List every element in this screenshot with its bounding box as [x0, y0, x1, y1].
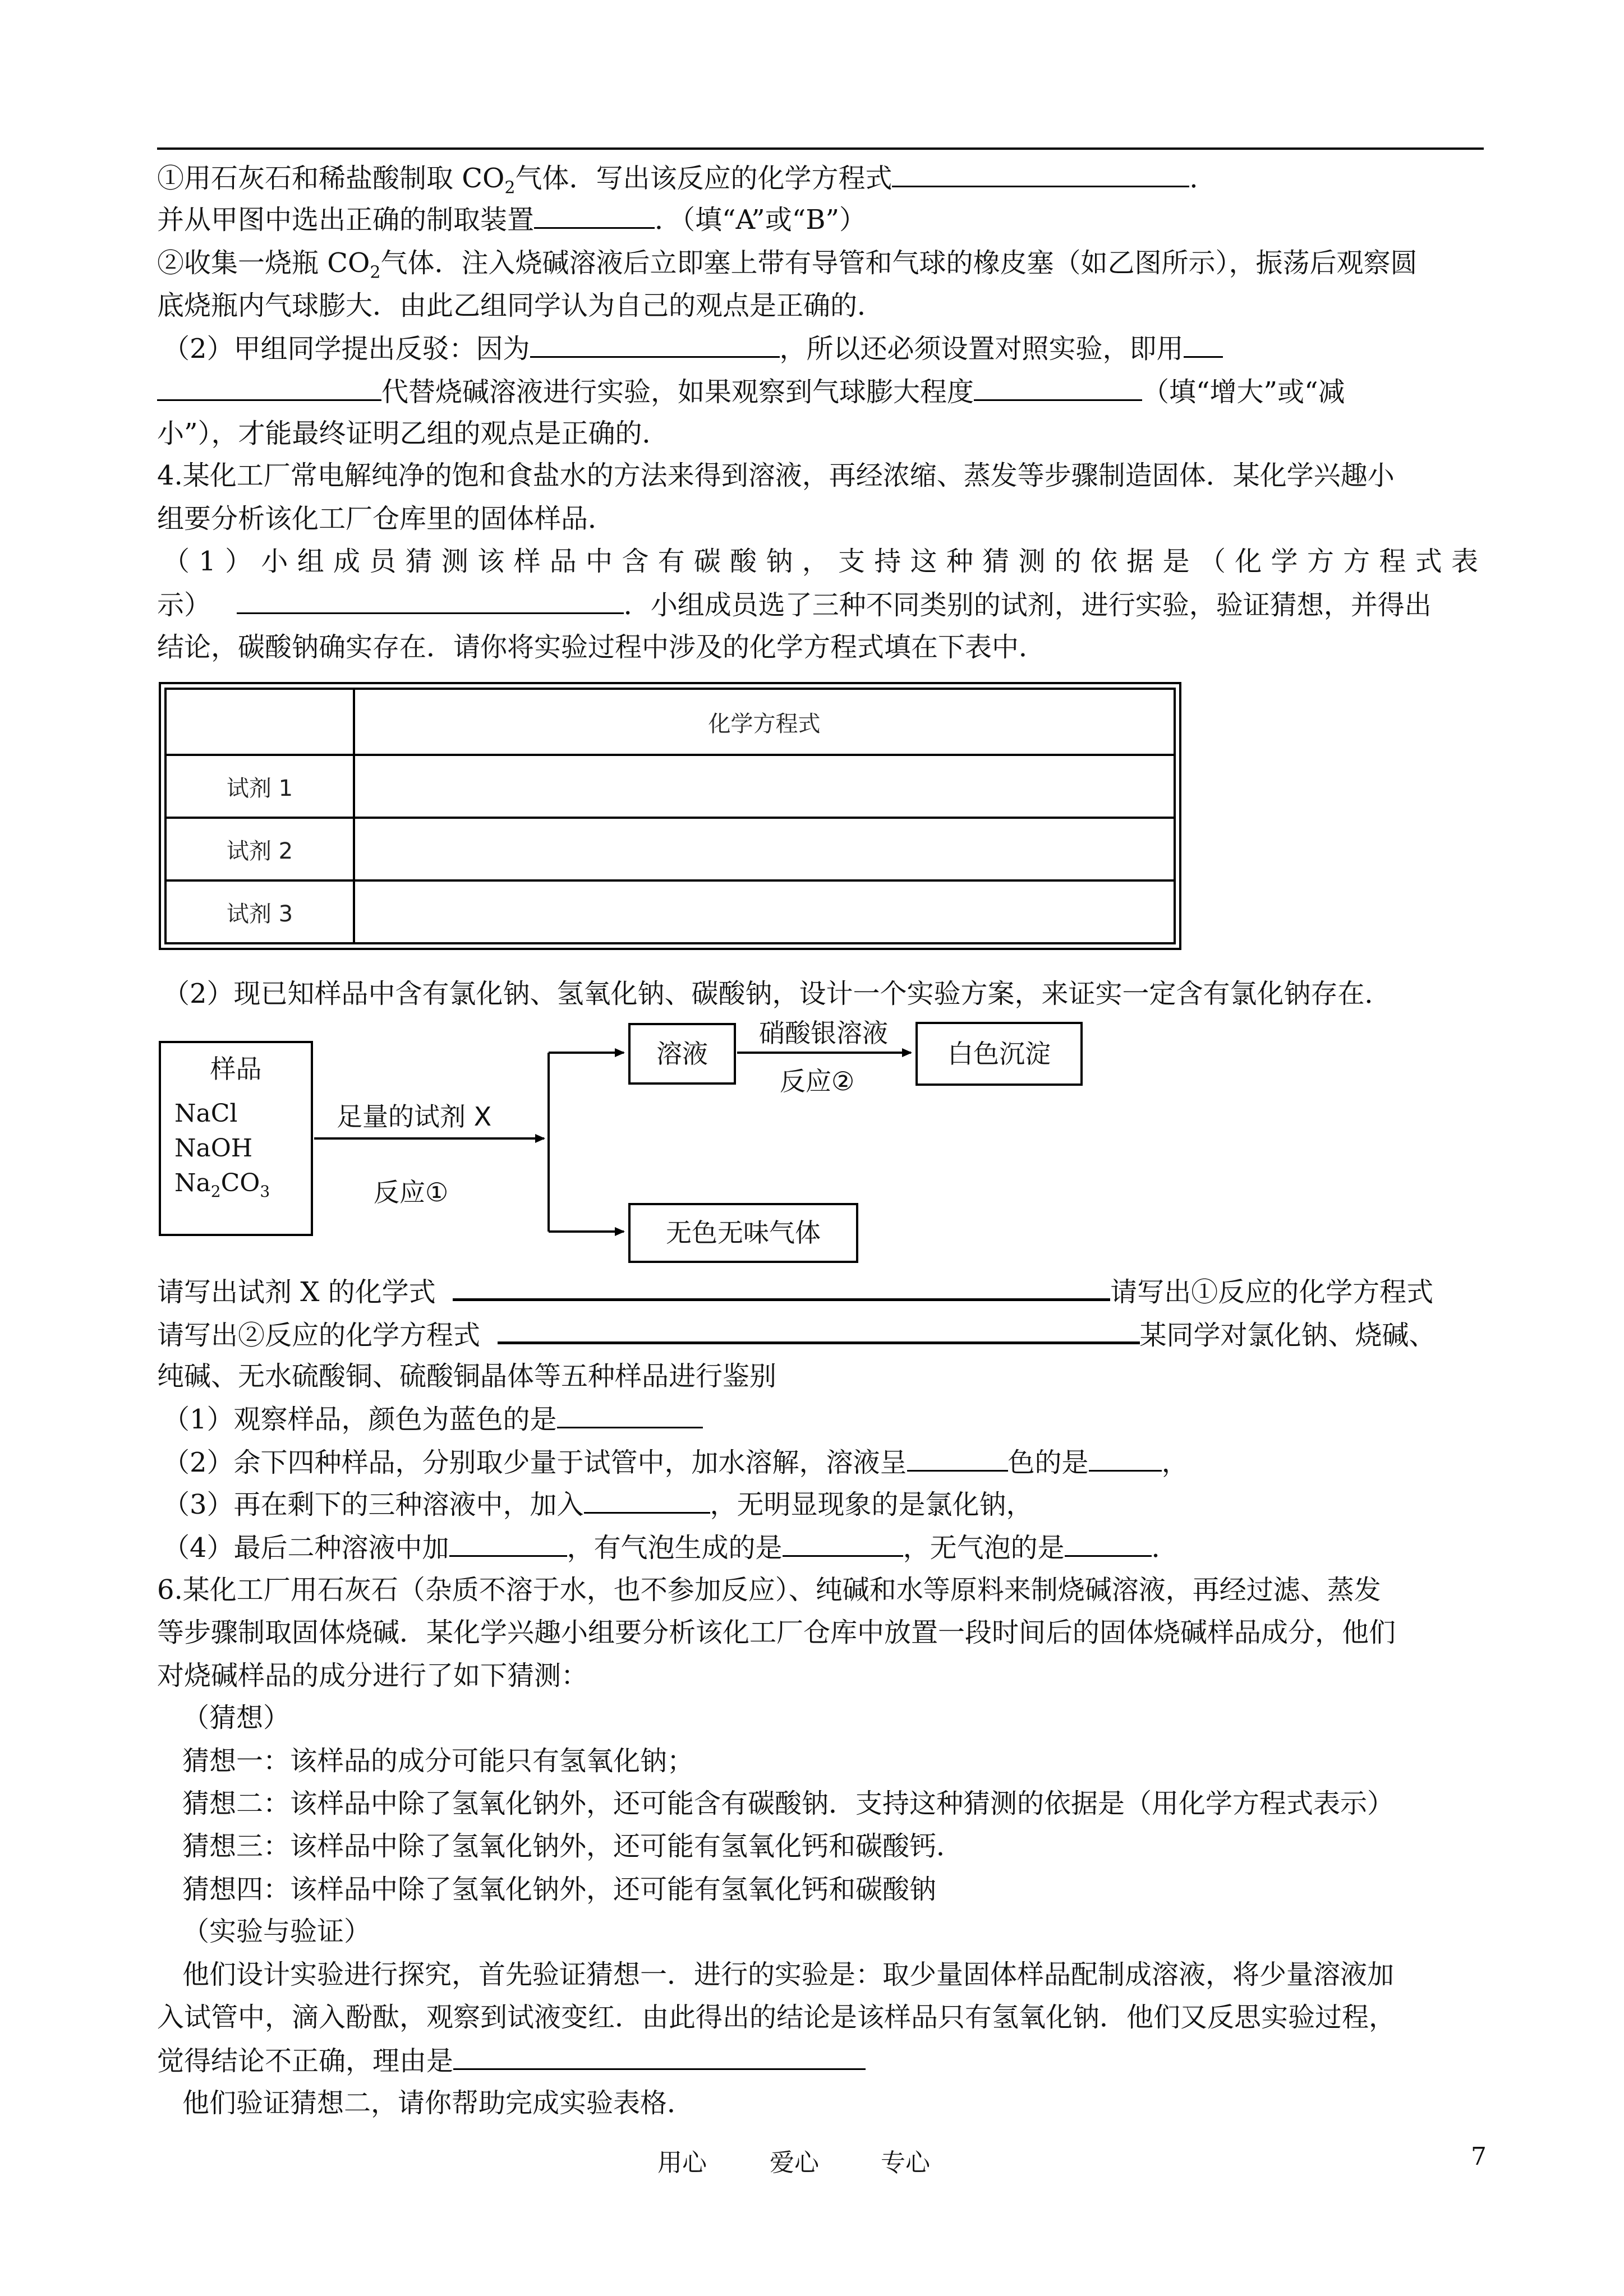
question-line: 纯碱、无水硫酸铜、硫酸铜晶体等五种样品进行鉴别	[157, 1361, 777, 1392]
question-line: 并从甲图中选出正确的制取装置 ．（填“A”或“B”）	[157, 198, 1481, 241]
question-line: 猜想二：该样品中除了氢氧化钠外，还可能含有碳酸钠．支持这种猜测的依据是（用化学方程式表示）	[182, 1788, 1395, 1819]
question-line: 组要分析该化工厂仓库里的固体样品．	[157, 503, 615, 534]
table-header: 化学方程式	[354, 689, 1175, 755]
question-line: 猜想四：该样品中除了氢氧化钠外，还可能有氢氧化钙和碳酸钠	[182, 1874, 937, 1905]
question-line: （2）甲组同学提出反驳：因为 ，所以还必须设置对照实验，即用	[163, 327, 1487, 370]
answer-blank[interactable]	[1089, 1441, 1162, 1472]
reaction2-label: 反应②	[780, 1066, 855, 1096]
footer-text: 爱心	[770, 2149, 819, 2177]
solution-box: 溶液	[628, 1023, 736, 1085]
answer-blank[interactable]	[907, 1441, 1008, 1472]
question-line: ②收集一烧瓶 $CO_2$气体．注入烧碱溶液后立即塞上带有导管和气球的橡皮塞（如乙图所示），振荡后观察圆	[157, 247, 1418, 283]
question-line: 等步骤制取固体烧碱．某化学兴趣小组要分析该化工厂仓库中放置一段时间后的固体烧碱样品成分，他们	[157, 1617, 1396, 1648]
answer-blank[interactable]	[1065, 1526, 1152, 1557]
sample-item: NaOH	[174, 1134, 253, 1163]
footer-text: 用心	[657, 2149, 707, 2177]
question-line: 4.某化工厂常电解纯净的饱和食盐水的方法来得到溶液，再经浓缩、蒸发等步骤制造固体．某化学兴趣小	[157, 460, 1395, 491]
question-line: （2）余下四种样品，分别取少量于试管中，加水溶解，溶液呈 色的是 ，	[163, 1441, 1487, 1484]
silver-nitrate-label: 硝酸银溶液	[759, 1018, 888, 1048]
question-line: 猜想三：该样品中除了氢氧化钠外，还可能有氢氧化钙和碳酸钙．	[182, 1831, 964, 1862]
question-line: （3）再在剩下的三种溶液中，加入 ，无明显现象的是氯化钠，	[163, 1483, 1487, 1526]
question-line: 小”），才能最终证明乙组的观点是正确的．	[157, 418, 669, 449]
question-line: 底烧瓶内气球膨大．由此乙组同学认为自己的观点是正确的．	[157, 290, 885, 321]
footer-text: 专心	[881, 2149, 930, 2177]
gas-box: 无色无味气体	[628, 1203, 858, 1263]
question-line: 对烧碱样品的成分进行了如下猜测：	[157, 1660, 588, 1691]
question-line: 猜想一：该样品的成分可能只有氢氧化钠；	[182, 1745, 694, 1777]
question-line: 请写出②反应的化学方程式 某同学对氯化钠、烧碱、	[157, 1312, 1481, 1357]
question-line: 6.某化工厂用石灰石（杂质不溶于水，也不参加反应）、纯碱和水等原料来制烧碱溶液，再经过滤、蒸发	[157, 1574, 1381, 1606]
table-row-label: 试剂 2	[165, 818, 354, 880]
answer-blank[interactable]	[498, 1312, 1140, 1344]
table-row-label: 试剂 1	[165, 755, 354, 818]
question-line: （2）现已知样品中含有氯化钠、氢氧化钠、碳酸钠，设计一个实验方案，来证实一定含有氯化钠存在．	[163, 978, 1392, 1009]
answer-blank[interactable]	[584, 1483, 710, 1514]
question-line: 代替烧碱溶液进行实验，如果观察到气球膨大程度 （填“增大”或“减	[157, 370, 1481, 413]
question-line: （4）最后二种溶液中加 ，有气泡生成的是 ，无气泡的是 ．	[163, 1526, 1487, 1569]
answer-blank[interactable]	[557, 1398, 703, 1428]
sample-item: NaCl	[174, 1099, 238, 1128]
question-line: 入试管中，滴入酚酞，观察到试液变红．由此得出的结论是该样品只有氢氧化钠．他们又反思实验过程，	[157, 2002, 1396, 2033]
precipitate-box: 白色沉淀	[915, 1022, 1083, 1086]
sample-item: $Na_2CO_3$	[174, 1169, 270, 1201]
question-line: 结论，碳酸钠确实存在．请你将实验过程中涉及的化学方程式填在下表中．	[157, 631, 1046, 663]
answer-blank[interactable]	[449, 1526, 567, 1557]
question-line: （实验与验证）	[182, 1916, 371, 1947]
question-line: （猜想）	[182, 1702, 291, 1733]
page-number: 7	[1471, 2142, 1487, 2171]
question-line: 觉得结论不正确，理由是	[157, 2039, 1481, 2082]
answer-blank[interactable]	[453, 1269, 1110, 1301]
answer-blank[interactable]	[783, 1526, 903, 1557]
reaction1-label: 反应①	[374, 1177, 449, 1207]
question-line: 他们设计实验进行探究，首先验证猜想一．进行的实验是：取少量固体样品配制成溶液，将少量溶液加	[182, 1959, 1395, 1990]
sample-title: 样品	[210, 1054, 262, 1084]
question-line: ①用石灰石和稀盐酸制取 $CO_2$气体．写出该反应的化学方程式 ．	[157, 156, 1481, 210]
reagent-label: 足量的试剂 X	[337, 1101, 492, 1132]
question-line: 请写出试剂 X 的化学式 请写出①反应的化学方程式	[157, 1269, 1481, 1313]
question-line: 他们验证猜想二，请你帮助完成实验表格．	[182, 2087, 694, 2119]
answer-blank[interactable]	[453, 2039, 866, 2070]
question-line: （1）小组成员猜测该样品中含有碳酸钠，支持这种猜测的依据是（化学方方程式表	[163, 546, 1478, 577]
question-line: （1）观察样品，颜色为蓝色的是	[163, 1398, 1487, 1441]
question-line: 示） ．小组成员选了三种不同类别的试剂，进行实验，验证猜想，并得出	[157, 583, 1481, 626]
table-row-label: 试剂 3	[165, 880, 354, 943]
